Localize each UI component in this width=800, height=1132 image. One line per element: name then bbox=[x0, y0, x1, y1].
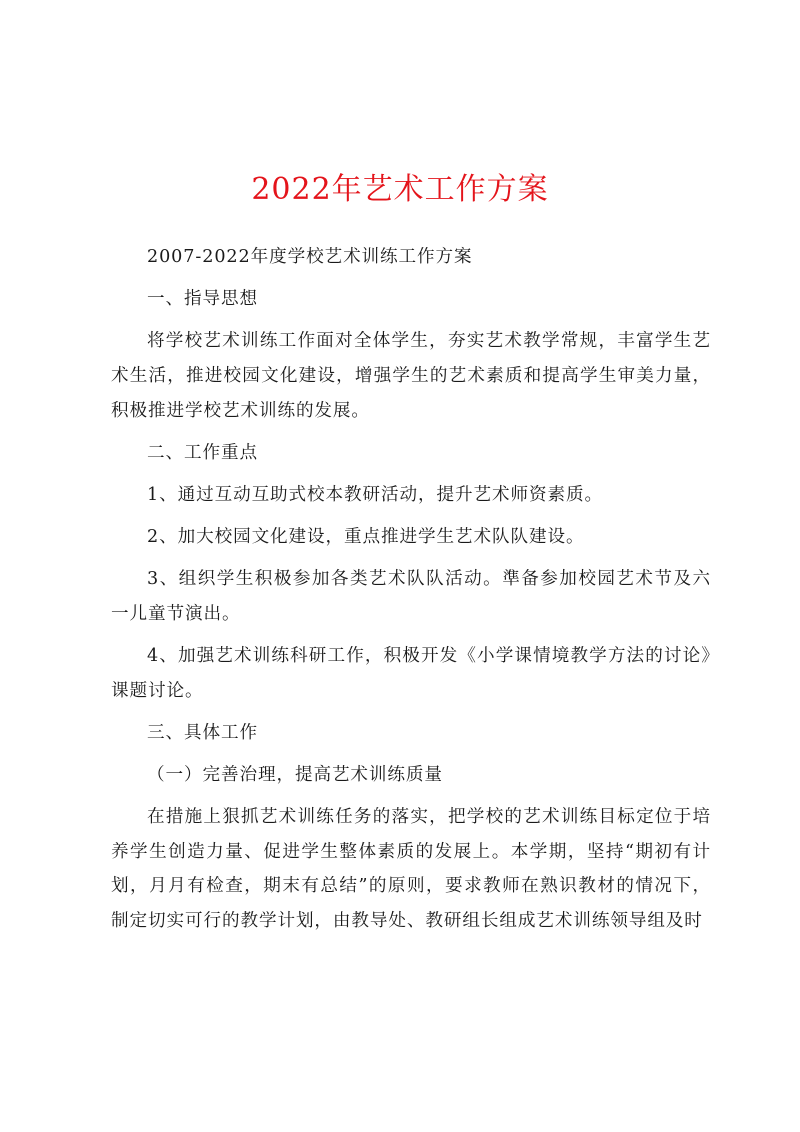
list-item-focus-3: 3、组织学生积极参加各类艺术队队活动。準备参加校园艺术节及六一儿童节演出。 bbox=[111, 569, 711, 624]
section-heading-specific-work: 三、具体工作 bbox=[147, 722, 258, 743]
document-title: 2022年艺术工作方案 bbox=[251, 172, 549, 207]
document-body bbox=[111, 240, 711, 946]
paragraph-guiding-ideology: 将学校艺术训练工作面对全体学生，夯实艺术教学常规，丰富学生艺术生活，推进校园文化建设，增强学生的艺术素质和提高学生审美力量，积极推进学校艺术训练的发展。 bbox=[111, 331, 711, 421]
paragraph-management: 在措施上狠抓艺术训练任务的落实，把学校的艺术训练目标定位于培养学生创造力量、促进学生整体素质的发展上。本学期，坚持“期初有计划，月月有检查，期末有总结”的原则，要求教师在熟识教材的情况下，制定切实可行的教学计划，由教导处、教研组长组成艺术训练领导组及时 bbox=[111, 807, 711, 932]
list-item-focus-1: 1、通过互动互助式校本教研活动，提升艺术师资素质。 bbox=[147, 484, 603, 505]
subsection-heading-management: （一）完善治理，提高艺术训练质量 bbox=[147, 765, 443, 786]
list-item-focus-4: 4、加强艺术训练科研工作，积极开发《小学课情境教学方法的讨论》课题讨论。 bbox=[111, 646, 711, 701]
section-heading-guiding-ideology: 一、指导思想 bbox=[147, 289, 258, 310]
paragraph-subtitle: 2007-2022年度学校艺术训练工作方案 bbox=[147, 247, 473, 267]
section-heading-work-focus: 二、工作重点 bbox=[147, 442, 258, 463]
list-item-focus-2: 2、加大校园文化建设，重点推进学生艺术队队建设。 bbox=[147, 527, 585, 548]
